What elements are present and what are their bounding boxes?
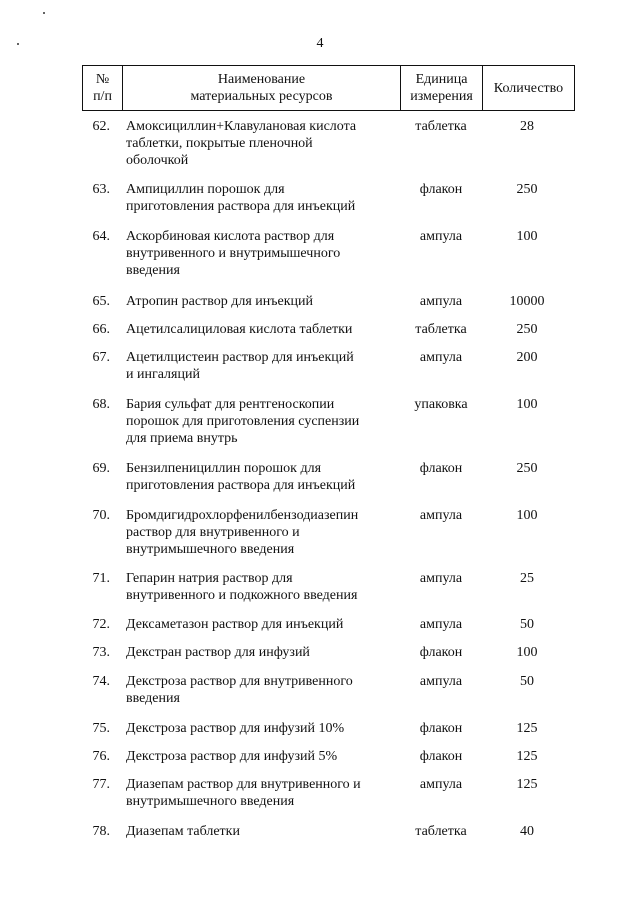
table-header: [82, 65, 575, 111]
row-number: 77.: [92, 777, 110, 792]
row-name-line: приготовления раствора для инъекций: [126, 199, 356, 214]
row-name: [126, 720, 396, 737]
row-name-line: Бария сульфат для рентгеноскопии: [126, 397, 335, 412]
row-name-line: приготовления раствора для инъекций: [126, 478, 356, 493]
row-quantity: 100: [516, 645, 538, 660]
row-name-line: Амоксициллин+Клавулановая кислота: [126, 119, 357, 134]
row-number: 71.: [92, 571, 110, 586]
row-number: 75.: [92, 721, 110, 736]
row-name: [126, 823, 396, 840]
row-number: 70.: [92, 508, 110, 523]
page-number: 4: [316, 36, 324, 51]
row-name-line: Ацетилцистеин раствор для инъекций: [126, 350, 354, 365]
row-name-line: Декстроза раствор для инфузий 5%: [126, 749, 338, 764]
row-name: [126, 507, 396, 558]
row-name: [126, 349, 396, 383]
row-name: [126, 748, 396, 765]
row-name-line: Диазепам раствор для внутривенного и: [126, 777, 361, 792]
row-name-line: оболочкой: [126, 153, 189, 168]
row-unit: флакон: [419, 461, 463, 476]
row-quantity: 100: [516, 397, 538, 412]
row-quantity: 25: [520, 571, 534, 586]
row-unit: флакон: [419, 749, 463, 764]
row-quantity: 125: [516, 721, 538, 736]
scan-speck: [17, 43, 19, 45]
row-number: 76.: [92, 749, 110, 764]
header-unit: Единица измерения: [401, 66, 483, 111]
row-number: 65.: [92, 294, 110, 309]
row-name: [126, 616, 396, 633]
row-name-line: Диазепам таблетки: [126, 824, 240, 839]
row-unit: ампула: [419, 674, 463, 689]
row-unit: таблетка: [415, 119, 467, 134]
row-name-line: раствор для внутривенного и: [126, 525, 300, 540]
row-unit: ампула: [419, 350, 463, 365]
row-name-line: Декстроза раствор для инфузий 10%: [126, 721, 345, 736]
row-name: [126, 228, 396, 279]
row-name: [126, 181, 396, 215]
row-number: 63.: [92, 182, 110, 197]
row-name-line: Атропин раствор для инъекций: [126, 294, 314, 309]
row-quantity: 28: [520, 119, 534, 134]
row-number: 78.: [92, 824, 110, 839]
row-number: 64.: [92, 229, 110, 244]
row-quantity: 10000: [509, 294, 545, 309]
row-unit: таблетка: [415, 322, 467, 337]
row-quantity: 100: [516, 508, 538, 523]
row-number: 68.: [92, 397, 110, 412]
row-quantity: 50: [520, 617, 534, 632]
row-name: [126, 776, 396, 810]
row-name-line: Декстран раствор для инфузий: [126, 645, 310, 660]
row-quantity: 125: [516, 749, 538, 764]
row-unit: ампула: [419, 294, 463, 309]
row-name: [126, 321, 396, 338]
row-quantity: 125: [516, 777, 538, 792]
row-name: [126, 644, 396, 661]
row-unit: флакон: [419, 721, 463, 736]
header-name: Наименование материальных ресурсов: [123, 66, 401, 111]
row-name-line: введения: [126, 263, 180, 278]
row-unit: ампула: [419, 777, 463, 792]
row-unit: флакон: [419, 182, 463, 197]
row-unit: ампула: [419, 229, 463, 244]
row-quantity: 50: [520, 674, 534, 689]
row-quantity: 200: [516, 350, 538, 365]
scan-speck: [43, 12, 45, 14]
row-number: 66.: [92, 322, 110, 337]
row-name-line: внутривенного и подкожного введения: [126, 588, 358, 603]
row-name-line: и ингаляций: [126, 367, 200, 382]
row-unit: флакон: [419, 645, 463, 660]
header-quantity: Количество: [483, 66, 575, 111]
row-quantity: 40: [520, 824, 534, 839]
row-number: 62.: [92, 119, 110, 134]
row-unit: таблетка: [415, 824, 467, 839]
row-name-line: Декстроза раствор для внутривенного: [126, 674, 353, 689]
row-number: 74.: [92, 674, 110, 689]
row-name-line: Бензилпенициллин порошок для: [126, 461, 322, 476]
row-number: 73.: [92, 645, 110, 660]
row-name-line: Дексаметазон раствор для инъекций: [126, 617, 344, 632]
header-number: № п/п: [83, 66, 123, 111]
row-name-line: Гепарин натрия раствор для: [126, 571, 293, 586]
row-name-line: внутримышечного введения: [126, 794, 295, 809]
row-name-line: Аскорбиновая кислота раствор для: [126, 229, 335, 244]
row-name-line: порошок для приготовления суспензии: [126, 414, 360, 429]
row-name-line: Ацетилсалициловая кислота таблетки: [126, 322, 353, 337]
row-name-line: таблетки, покрытые пленочной: [126, 136, 313, 151]
row-name: [126, 460, 396, 494]
row-number: 72.: [92, 617, 110, 632]
row-number: 69.: [92, 461, 110, 476]
row-name: [126, 118, 396, 169]
row-name-line: Ампициллин порошок для: [126, 182, 285, 197]
row-name-line: для приема внутрь: [126, 431, 238, 446]
row-name-line: Бромдигидрохлорфенилбензодиазепин: [126, 508, 359, 523]
row-unit: ампула: [419, 617, 463, 632]
row-quantity: 250: [516, 322, 538, 337]
row-quantity: 250: [516, 461, 538, 476]
row-quantity: 250: [516, 182, 538, 197]
row-name: [126, 673, 396, 707]
row-name-line: внутримышечного введения: [126, 542, 295, 557]
row-name: [126, 293, 396, 310]
row-number: 67.: [92, 350, 110, 365]
row-name-line: внутривенного и внутримышечного: [126, 246, 341, 261]
row-quantity: 100: [516, 229, 538, 244]
row-unit: ампула: [419, 571, 463, 586]
row-unit: упаковка: [414, 397, 468, 412]
row-name-line: введения: [126, 691, 180, 706]
row-unit: ампула: [419, 508, 463, 523]
row-name: [126, 396, 396, 447]
row-name: [126, 570, 396, 604]
